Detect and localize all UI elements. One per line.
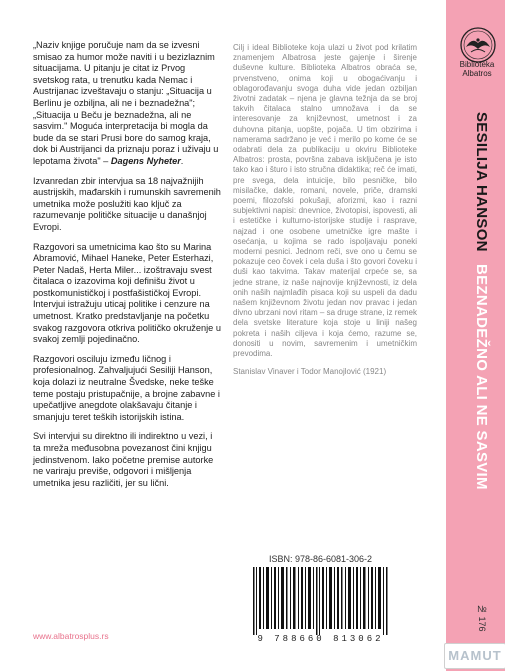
barcode-block: [243, 554, 398, 646]
mamut-watermark: MAMUT: [444, 643, 505, 669]
manifesto-signature: Stanislav Vinaver i Todor Manojlović (1921): [233, 367, 387, 377]
manifesto-text: Cilj i ideal Biblioteke koja ulazi u život pod krilatim znamenjem Albatrosa jeste gajenje i širenje duševne kulture. Biblioteka Albatros obraća se, prvenstveno, onima koji u obogaćivanju i oblagorođavanju svoga duha vide jedan ozbiljan životni zadatak – njena je glavna težnja da se broj takvih čitalaca stalno umnožava i da se interesovanje za književnost, umetnost i za duhovna pitanja, uopšte, pojača. U tim obzirima i namerama sadržano je već i merilo po kome će se odabrati dela za publikaciju u okviru Biblioteke Albatros: prosta, površna zabava isključena je isto tako kao i šturo i isto stručna didaktika; reč će imati, pre svega, dela intuicije, bilo pesničke, bilo misilačke, dakle, romani, novele, priče, dramski poemi, filozofski pokušaji, aforizmi, kao i razni subjektivni napisi: dnevnice, životopisi, ispovesti, ali i estetičke i kulturno-istorijske studije i rasprave, najzad i one osobene umetničke igre mašte i osećanja, u kojima se rado ispoljavaju poneki moderni pesnici. Jednom reči, sve ono u čemu se pokazuje ceo čovek i cela duša i što govori čoveku i duši kao takvima. Takav materijal crpeće se, sa jedne strane, iz naše najnovije književnosti, iz dela onih naših najmlađih pisaca koji su uspeli da dadu našem književnom životu jedan nov pravac i jedan divno ubrzani novi ritam – sa druge strane, iz remek dela svetske literature koja stoje u liniji našeg pokreta i naših ciljeva i koja ćemo, razume se, donositi u novim, savremenim i umetničkim prevodima.: [233, 43, 417, 359]
blurb-paragraph-4: Razgovori osciluju između ličnog i profesionalnog. Zahvaljujući Sesiliji Hanson, koja dolazi iz neutralne Švedske, neke teške teme postaju pristupačnije, a brojne zabavne i upečatljive anegdote olakšavaju čitanje i smanjuju teret teških istorijskih istina.: [33, 353, 220, 422]
blurb-quote: „Naziv knjige poručuje nam da se izvesni smisao za humor može naviti i u bezizlaznim situacijama. U pitanju je citat iz Prvog svetskog rata, u trenutku kada Nemac i Austrijanac izveštavaju o stanju: „Situacija u Berlinu je ozbiljna, ali ne i beznadežna"; „Situacija u Beču je beznadežna, ali ne sasvim." Moguća interpretacija bi mogla da bude da se stari Prusi bore do samog kraja, dok bi Austrijanci da priznaju poraz i uživaju u lepotama života" –: [33, 40, 219, 166]
series-manifesto: [233, 43, 417, 384]
blurb-column: [33, 40, 221, 497]
blurb-paragraph-1: [33, 40, 221, 168]
spine-title: BEZNADEŽNO ALI NE SASVIM: [473, 264, 490, 491]
spine-heading: [473, 112, 490, 490]
logo-label-line-1: Biblioteka: [459, 60, 495, 69]
series-number: № 176: [477, 604, 487, 632]
blurb-quote-source: Dagens Nyheter: [110, 155, 181, 166]
spine-author: SESILIJA HANSON: [473, 112, 490, 252]
blurb-paragraph-5: Svi intervjui su direktno ili indirektno u vezi, i ta mreža međusobna povezanost čini knjigu jedinstvenom. Iako početne premise autorke ne variraju previše, odgovori i mišljenja umetnika jesu različiti, jer su lični.: [33, 431, 214, 488]
barcode-icon: [253, 567, 388, 635]
isbn-label: ISBN: 978-86-6081-306-2: [268, 554, 373, 564]
blurb-quote-end: .: [180, 155, 184, 166]
blurb-paragraph-3: Razgovori sa umetnicima kao što su Marina Abramović, Mihael Haneke, Peter Esterhazi, Peter Nadaš, Herta Miler... izoštravaju svest čitalaca o izazovima koji definišu život u postkomunističkoj i postfašističkoj Evropi. Intervjui istražuju uticaj politike i cenzure na umetnost. Kratko predstavljanje na početku svakog razgovora otkriva političko okruženje u svakoj zemlji pojedinačno.: [33, 241, 221, 345]
barcode-number: 9 788660 813062: [257, 634, 384, 644]
publisher-website-link[interactable]: www.albatrosplus.rs: [33, 631, 109, 641]
logo-label-line-2: Albatros: [462, 69, 492, 78]
blurb-paragraph-2: Izvanredan zbir intervjua sa 18 najvažnijih austrijskih, mađarskih i rumunskih savremenih umetnika može poslužiti kao ključ za razumevanje političke situacije u današnjoj Evropi.: [33, 175, 221, 232]
logo-label: [451, 60, 503, 78]
